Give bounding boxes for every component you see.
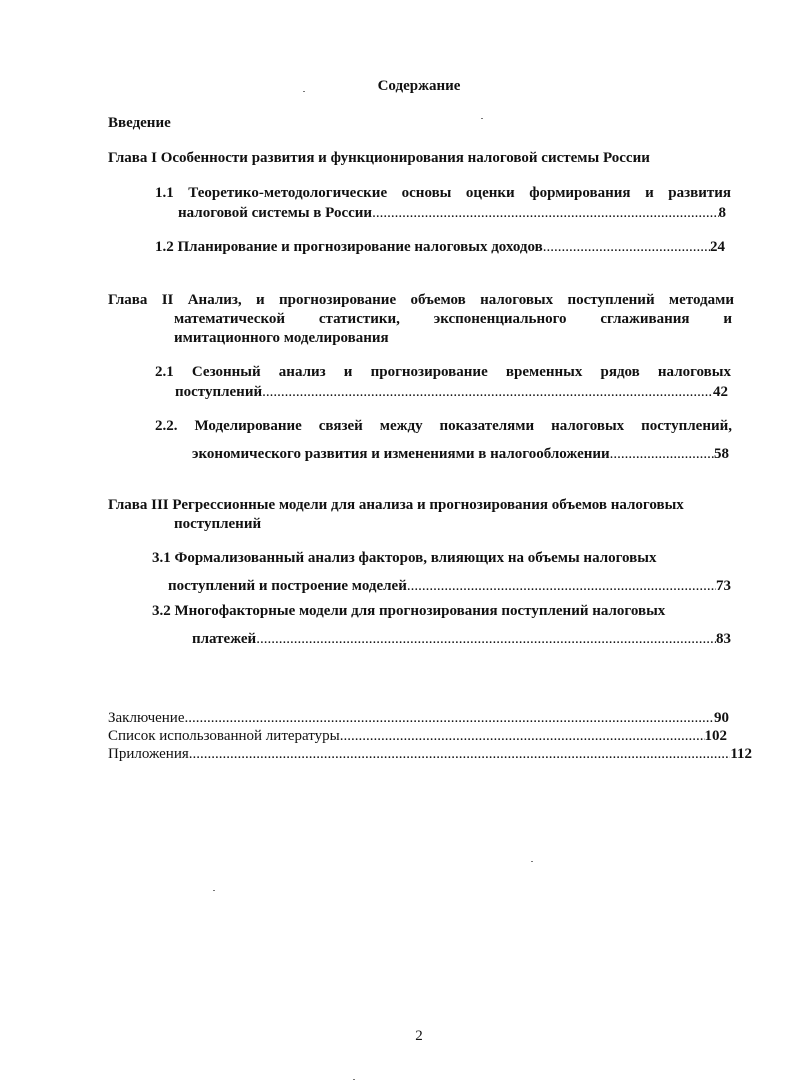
chapter2-section1-entry bbox=[175, 384, 728, 401]
dot-leader bbox=[340, 728, 705, 745]
chapter1-section2-entry bbox=[155, 239, 725, 256]
chapter3-section1-entry bbox=[168, 578, 731, 595]
scan-speck bbox=[481, 118, 483, 119]
scan-speck bbox=[353, 1079, 355, 1080]
dot-leader bbox=[372, 205, 718, 222]
conclusion-entry bbox=[108, 710, 729, 727]
dot-leader bbox=[610, 446, 714, 463]
chapter2-section1-line2: поступлений bbox=[175, 384, 263, 400]
scan-speck bbox=[531, 861, 533, 862]
dot-leader bbox=[256, 631, 716, 648]
chapter3-title-line2: поступлений bbox=[174, 516, 262, 532]
scan-speck bbox=[213, 890, 215, 891]
references-text: Список использованной литературы bbox=[108, 728, 340, 744]
chapter1-section1-line2: налоговой системы в России bbox=[178, 205, 373, 221]
intro-heading: Введение bbox=[108, 115, 171, 131]
chapter2-title-line3: имитационного моделирования bbox=[174, 330, 389, 346]
chapter1-section1-line1: 1.1 Теоретико-методологические основы оценки формирования и развития bbox=[155, 185, 731, 201]
chapter2-section2-line2: экономического развития и изменениями в налогообложении bbox=[192, 446, 610, 462]
chapter3-section2-line2: платежей bbox=[192, 631, 257, 647]
references-page: 102 bbox=[704, 728, 727, 744]
chapter2-section2-line1: 2.2. Моделирование связей между показателями налоговых поступлений, bbox=[155, 418, 732, 434]
chapter3-section2-line1: 3.2 Многофакторные модели для прогнозирования поступлений налоговых bbox=[152, 603, 666, 619]
chapter3-section1-line1: 3.1 Формализованный анализ факторов, влияющих на объемы налоговых bbox=[152, 550, 657, 566]
chapter3-section1-line2: поступлений и построение моделей bbox=[168, 578, 407, 594]
page-number: 2 bbox=[415, 1028, 423, 1044]
conclusion-text: Заключение bbox=[108, 710, 185, 726]
chapter2-section1-page: 42 bbox=[713, 384, 728, 400]
dot-leader bbox=[407, 578, 716, 595]
chapter1-section1-entry bbox=[178, 205, 726, 222]
chapter2-section1-line1: 2.1 Сезонный анализ и прогнозирование временных рядов налоговых bbox=[155, 364, 731, 380]
conclusion-page: 90 bbox=[714, 710, 729, 726]
chapter3-section1-page: 73 bbox=[716, 578, 731, 594]
chapter2-section2-entry bbox=[192, 446, 729, 463]
appendices-page: 112 bbox=[730, 746, 752, 762]
chapter3-section2-page: 83 bbox=[716, 631, 731, 647]
dot-leader bbox=[262, 384, 713, 401]
chapter1-title: Глава I Особенности развития и функционирования налоговой системы России bbox=[108, 150, 650, 166]
chapter3-title-line1: Глава III Регрессионные модели для анализа и прогнозирования объемов налоговых bbox=[108, 497, 684, 513]
chapter1-section2-text: 1.2 Планирование и прогнозирование налоговых доходов bbox=[155, 239, 543, 255]
appendices-entry bbox=[108, 746, 752, 763]
dot-leader bbox=[185, 710, 715, 727]
chapter3-section2-entry bbox=[192, 631, 731, 648]
chapter2-title-line2: математической статистики, экспоненциального сглаживания и bbox=[174, 311, 732, 327]
page-title: Содержание bbox=[377, 78, 461, 94]
chapter2-section2-page: 58 bbox=[714, 446, 729, 462]
appendices-text: Приложения bbox=[108, 746, 189, 762]
references-entry bbox=[108, 728, 727, 745]
references-text-prefix bbox=[108, 728, 340, 745]
chapter2-title-line1: Глава II Анализ, и прогнозирование объемов налоговых поступлений методами bbox=[108, 292, 734, 308]
dot-leader bbox=[189, 746, 731, 763]
chapter1-section1-page: 8 bbox=[718, 205, 726, 221]
chapter1-section2-page: 24 bbox=[710, 239, 725, 255]
scan-speck bbox=[303, 91, 305, 92]
dot-leader bbox=[543, 239, 710, 256]
